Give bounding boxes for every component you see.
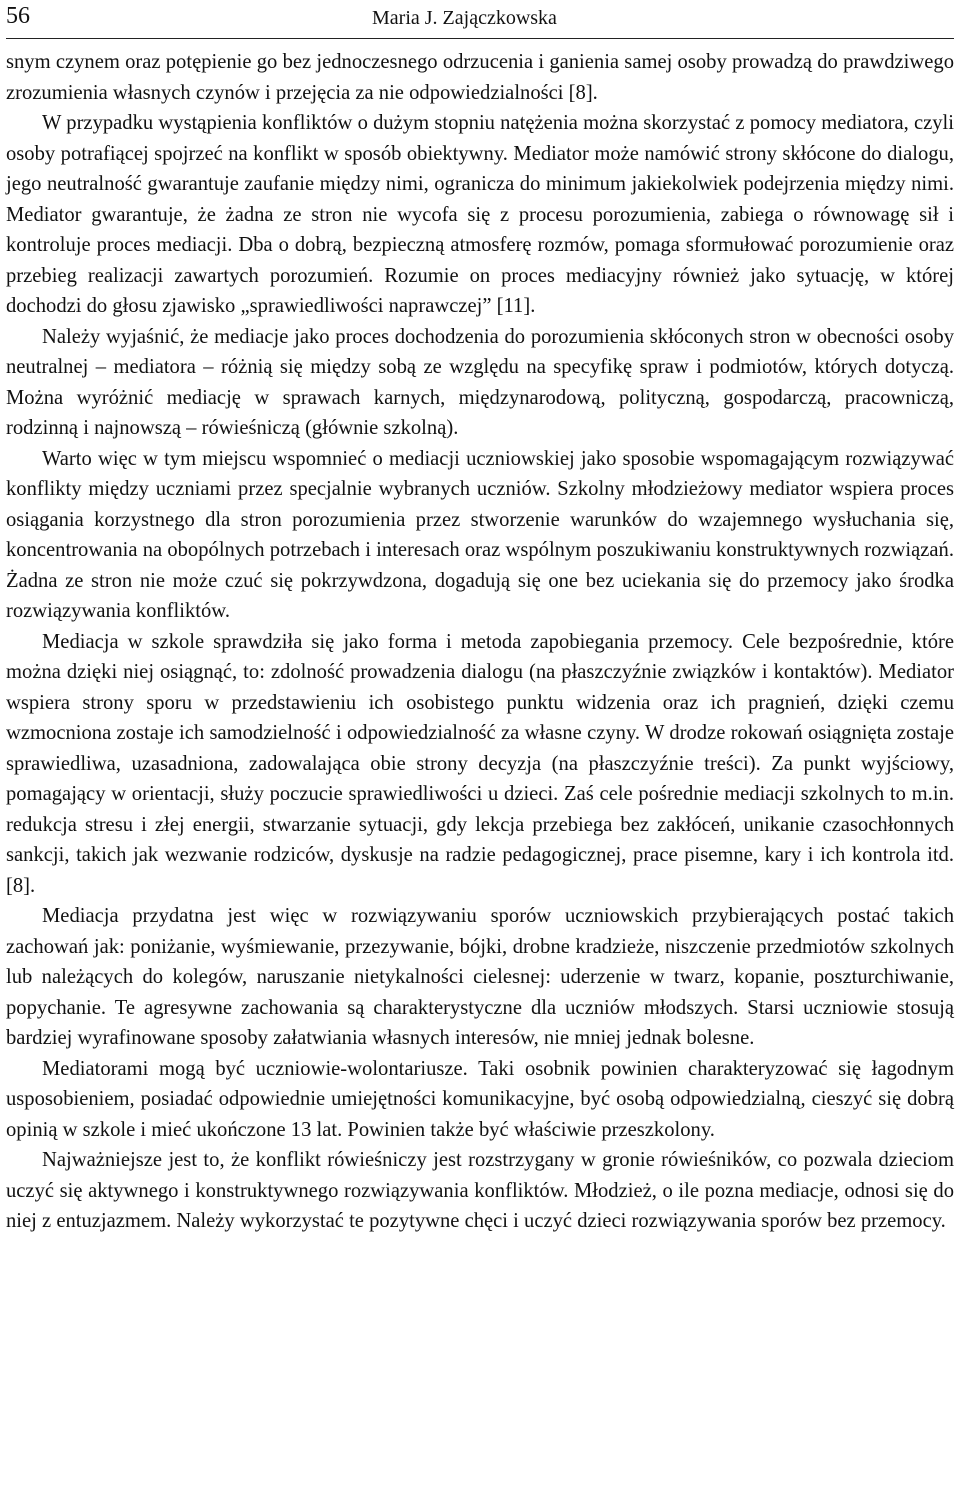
running-head-author: Maria J. Zajączkowska — [372, 7, 557, 29]
paragraph-student-disputes: Mediacja przydatna jest więc w rozwiązywaniu sporów uczniowskich przybierających postać takich zachowań jak: poniżanie, wyśmiewanie, przezywanie, bójki, drobne kradzieże, niszczenie przedmiotów szkolnych lub należących do kolegów, naruszanie nietykalności cielesnej: uderzenie w twarz, kopanie, poszturchiwanie, popychanie. Te agresywne zachowania są charakterystyczne dla uczniów młodszych. Starsi uczniowie stosują bardziej wyrafinowane sposoby załatwiania własnych interesów, nie mniej jednak bolesne. — [6, 905, 954, 1049]
paragraph-volunteer-mediators: Mediatorami mogą być uczniowie-wolontariusze. Taki osobnik powinien charakteryzować się łagodnym usposobieniem, posiadać odpowiednie umiejętności komunikacyjne, być osobą odpowiedzialną, cieszyć się dobrą opinią w szkole i mieć ukończone 13 lat. Powinien także być właściwie przeszkolony. — [6, 1057, 954, 1141]
paragraph-student-mediation: Warto więc w tym miejscu wspomnieć o mediacji uczniowskiej jako sposobie wspomagającym rozwiązywać konflikty między uczniami przez specjalnie wybranych uczniów. Szkolny młodzieżowy mediator wspiera proces osiągania korzystnego dla stron porozumienia przez stworzenie warunków do wzajemnego wysłuchania się, koncentrowania na obopólnych potrzebach i interesach oraz wspólnym poszukiwaniu konstruktywnych rozwiązań. Żadna ze stron nie może czuć się pokrzywdzona, dogadują się one bez uciekania się do przemocy jako środka rozwiązywania konfliktów. — [6, 447, 954, 622]
page-number: 56 — [6, 3, 30, 29]
paragraph-mediation-types: Należy wyjaśnić, że mediacje jako proces dochodzenia do porozumienia skłóconych stron w obecności osoby neutralnej – mediatora – różnią się między sobą ze względu na specyfikę spraw i podmiotów, których dotyczą. Można wyróżnić mediację w sprawach karnych, międzynarodową, polityczną, gospodarczą, pracowniczą, rodzinną i najnowszą – rówieśniczą (głównie szkolną). — [6, 325, 954, 439]
paragraph-continued: snym czynem oraz potępienie go bez jednoczesnego odrzucenia i ganienia samej osoby prowadzą do prawdziwego zrozumienia własnych czynów i przejęcia za nie odpowiedzialności [8]. — [6, 51, 954, 104]
paragraph-conclusion: Najważniejsze jest to, że konflikt rówieśniczy jest rozstrzygany w gronie rówieśników, co pozwala dzieciom uczyć się aktywnego i konstruktywnego rozwiązywania konfliktów. Młodzież, o ile pozna mediacje, odnosi się do niej z entuzjazmem. Należy wykorzystać te pozytywne chęci i uczyć dzieci rozwiązywania sporów bez przemocy. — [6, 1149, 954, 1232]
paragraph-mediator-role: W przypadku wystąpienia konfliktów o dużym stopniu natężenia można skorzystać z pomocy mediatora, czyli osoby potrafiącej spojrzeć na konflikt w sposób obiektywny. Mediator może namówić strony skłócone do dialogu, jego neutralność gwarantuje zaufanie między nimi, ogranicza do minimum jakiekolwiek podejrzenia między nimi. Mediator gwarantuje, że żadna ze stron nie wycofa się z procesu porozumienia, zabiega o równowagę sił i kontroluje proces mediacji. Dba o dobrą, bezpieczną atmosferę rozmów, pomaga sformułować porozumienie oraz przebieg realizacji zawartych porozumień. Rozumie on proces mediacyjny również jako sytuację, w której dochodzi do głosu zjawisko „sprawiedliwości naprawczej” [11]. — [6, 112, 954, 317]
body-text — [6, 47, 954, 1237]
paragraph-school-mediation-goals: Mediacja w szkole sprawdziła się jako forma i metoda zapobiegania przemocy. Cele bezpośrednie, które można dzięki niej osiągnąć, to: zdolność prowadzenia dialogu (na płaszczyźnie związków i kontaktów). Mediator wspiera strony sporu w przedstawieniu ich osobistego punktu widzenia oraz ich pragnień, dzięki czemu wzmocniona zostaje ich samodzielność i odpowiedzialność za własne czyny. W drodze rokowań osiągnięta zostaje sprawiedliwa, uzasadniona, zadowalająca obie strony decyzja (na płaszczyźnie treści). Za punkt wyjściowy, pomagający w orientacji, służy poczucie sprawiedliwości u dzieci. Zaś cele pośrednie mediacji szkolnych to m.in. redukcja stresu i złej energii, stwarzanie sytuacji, gdy lekcja przebiega bez zakłóceń, unikanie czasochłonnych sankcji, takich jak wezwanie rodziców, dyskusje na radzie pedagogicznej, prace pisemne, kary i ich kontrola itd. [8]. — [6, 630, 954, 897]
document-page — [6, 0, 954, 1237]
page-header — [6, 0, 954, 39]
